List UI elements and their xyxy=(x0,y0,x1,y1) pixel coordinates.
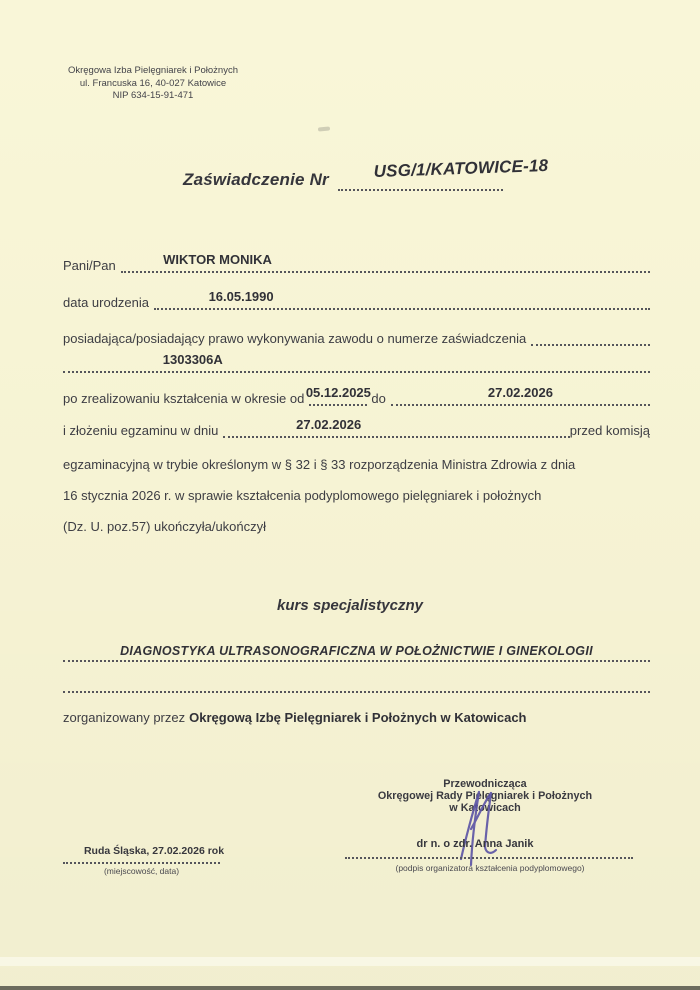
birth-date-row xyxy=(63,289,650,311)
organizer-name: Okręgową Izbę Pielęgniarek i Położnych w Katowicach xyxy=(189,710,527,725)
period-to-value: 27.02.2026 xyxy=(487,385,553,400)
dotted-leader xyxy=(154,289,650,310)
scan-smudge xyxy=(318,126,330,131)
recipient-name-label: Pani/Pan xyxy=(63,258,116,273)
exam-suffix: przed komisją xyxy=(569,423,650,438)
exam-date-value: 27.02.2026 xyxy=(296,417,362,432)
signature-caption: (podpis organizatora kształcenia podyplomowego) xyxy=(395,863,585,873)
exam-date-label: i złożeniu egzaminu w dniu xyxy=(63,423,219,438)
dotted-leader xyxy=(531,329,650,346)
empty-dotted-line xyxy=(63,676,650,693)
place-date-dotted-line xyxy=(63,847,220,864)
course-name-line xyxy=(63,645,650,662)
legal-text-line-1: egzaminacyjną w trybie określonym w § 32 i § 33 rozporządzenia Ministra Zdrowia z dnia xyxy=(63,457,576,472)
license-row xyxy=(63,329,650,347)
place-date-value: Ruda Śląska, 27.02.2026 rok xyxy=(83,845,225,857)
certificate-title: Zaświadczenie Nr xyxy=(183,170,329,189)
organizer-prefix: zorganizowany przez xyxy=(63,710,186,725)
license-number-line xyxy=(63,352,650,373)
letterhead-nip: NIP 634-15-91-471 xyxy=(112,90,194,101)
letterhead-org-name: Okręgowa Izba Pielęgniarek i Położnych xyxy=(67,65,239,76)
period-from-value: 05.12.2025 xyxy=(305,385,371,400)
dotted-leader xyxy=(391,385,650,406)
exam-date-row xyxy=(63,417,650,439)
license-number-value: 1303306A xyxy=(162,352,223,367)
birth-date-value: 16.05.1990 xyxy=(208,289,274,304)
signatory-role-line-3: w Katowicach xyxy=(449,801,521,814)
scan-light-stripe xyxy=(0,957,700,966)
training-period-label: po zrealizowaniu kształcenia w okresie od xyxy=(63,391,305,406)
course-type-heading: kurs specjalistyczny xyxy=(277,597,423,614)
certificate-number: USG/1/KATOWICE-18 xyxy=(373,155,549,182)
dotted-leader xyxy=(305,385,371,406)
signatory-role-line-2: Okręgowej Rady Pielęgniarek i Położnych xyxy=(377,789,593,802)
dotted-leader xyxy=(223,417,569,438)
letterhead xyxy=(64,65,242,103)
letterhead-address: ul. Francuska 16, 40-027 Katowice xyxy=(79,77,227,89)
recipient-name-row xyxy=(63,252,650,274)
signer-name: dr n. o zdr. Anna Janik xyxy=(416,838,534,850)
scan-bottom-edge xyxy=(0,986,700,990)
legal-text-line-2: 16 stycznia 2026 r. w sprawie kształcenia podyplomowego pielęgniarek i położnych xyxy=(63,488,542,503)
dotted-leader xyxy=(121,252,650,273)
birth-date-label: data urodzenia xyxy=(63,295,150,310)
training-period-row xyxy=(63,385,650,407)
organizer-line xyxy=(63,709,650,726)
signature-dotted-line xyxy=(345,842,633,859)
place-date-caption: (miejscowość, data) xyxy=(103,866,180,876)
legal-text-line-3: (Dz. U. poz.57) ukończyła/ukończył xyxy=(63,519,267,534)
course-name-value: DIAGNOSTYKA ULTRASONOGRAFICZNA W POŁOŻNICTWIE I GINEKOLOGII xyxy=(120,644,593,658)
signatory-role-line-1: Przewodnicząca xyxy=(443,778,527,790)
recipient-name-value: WIKTOR MONIKA xyxy=(163,252,272,267)
license-label: posiadająca/posiadający prawo wykonywania zawodu o numerze zaświadczenia xyxy=(63,331,527,346)
period-separator: do xyxy=(371,391,386,406)
